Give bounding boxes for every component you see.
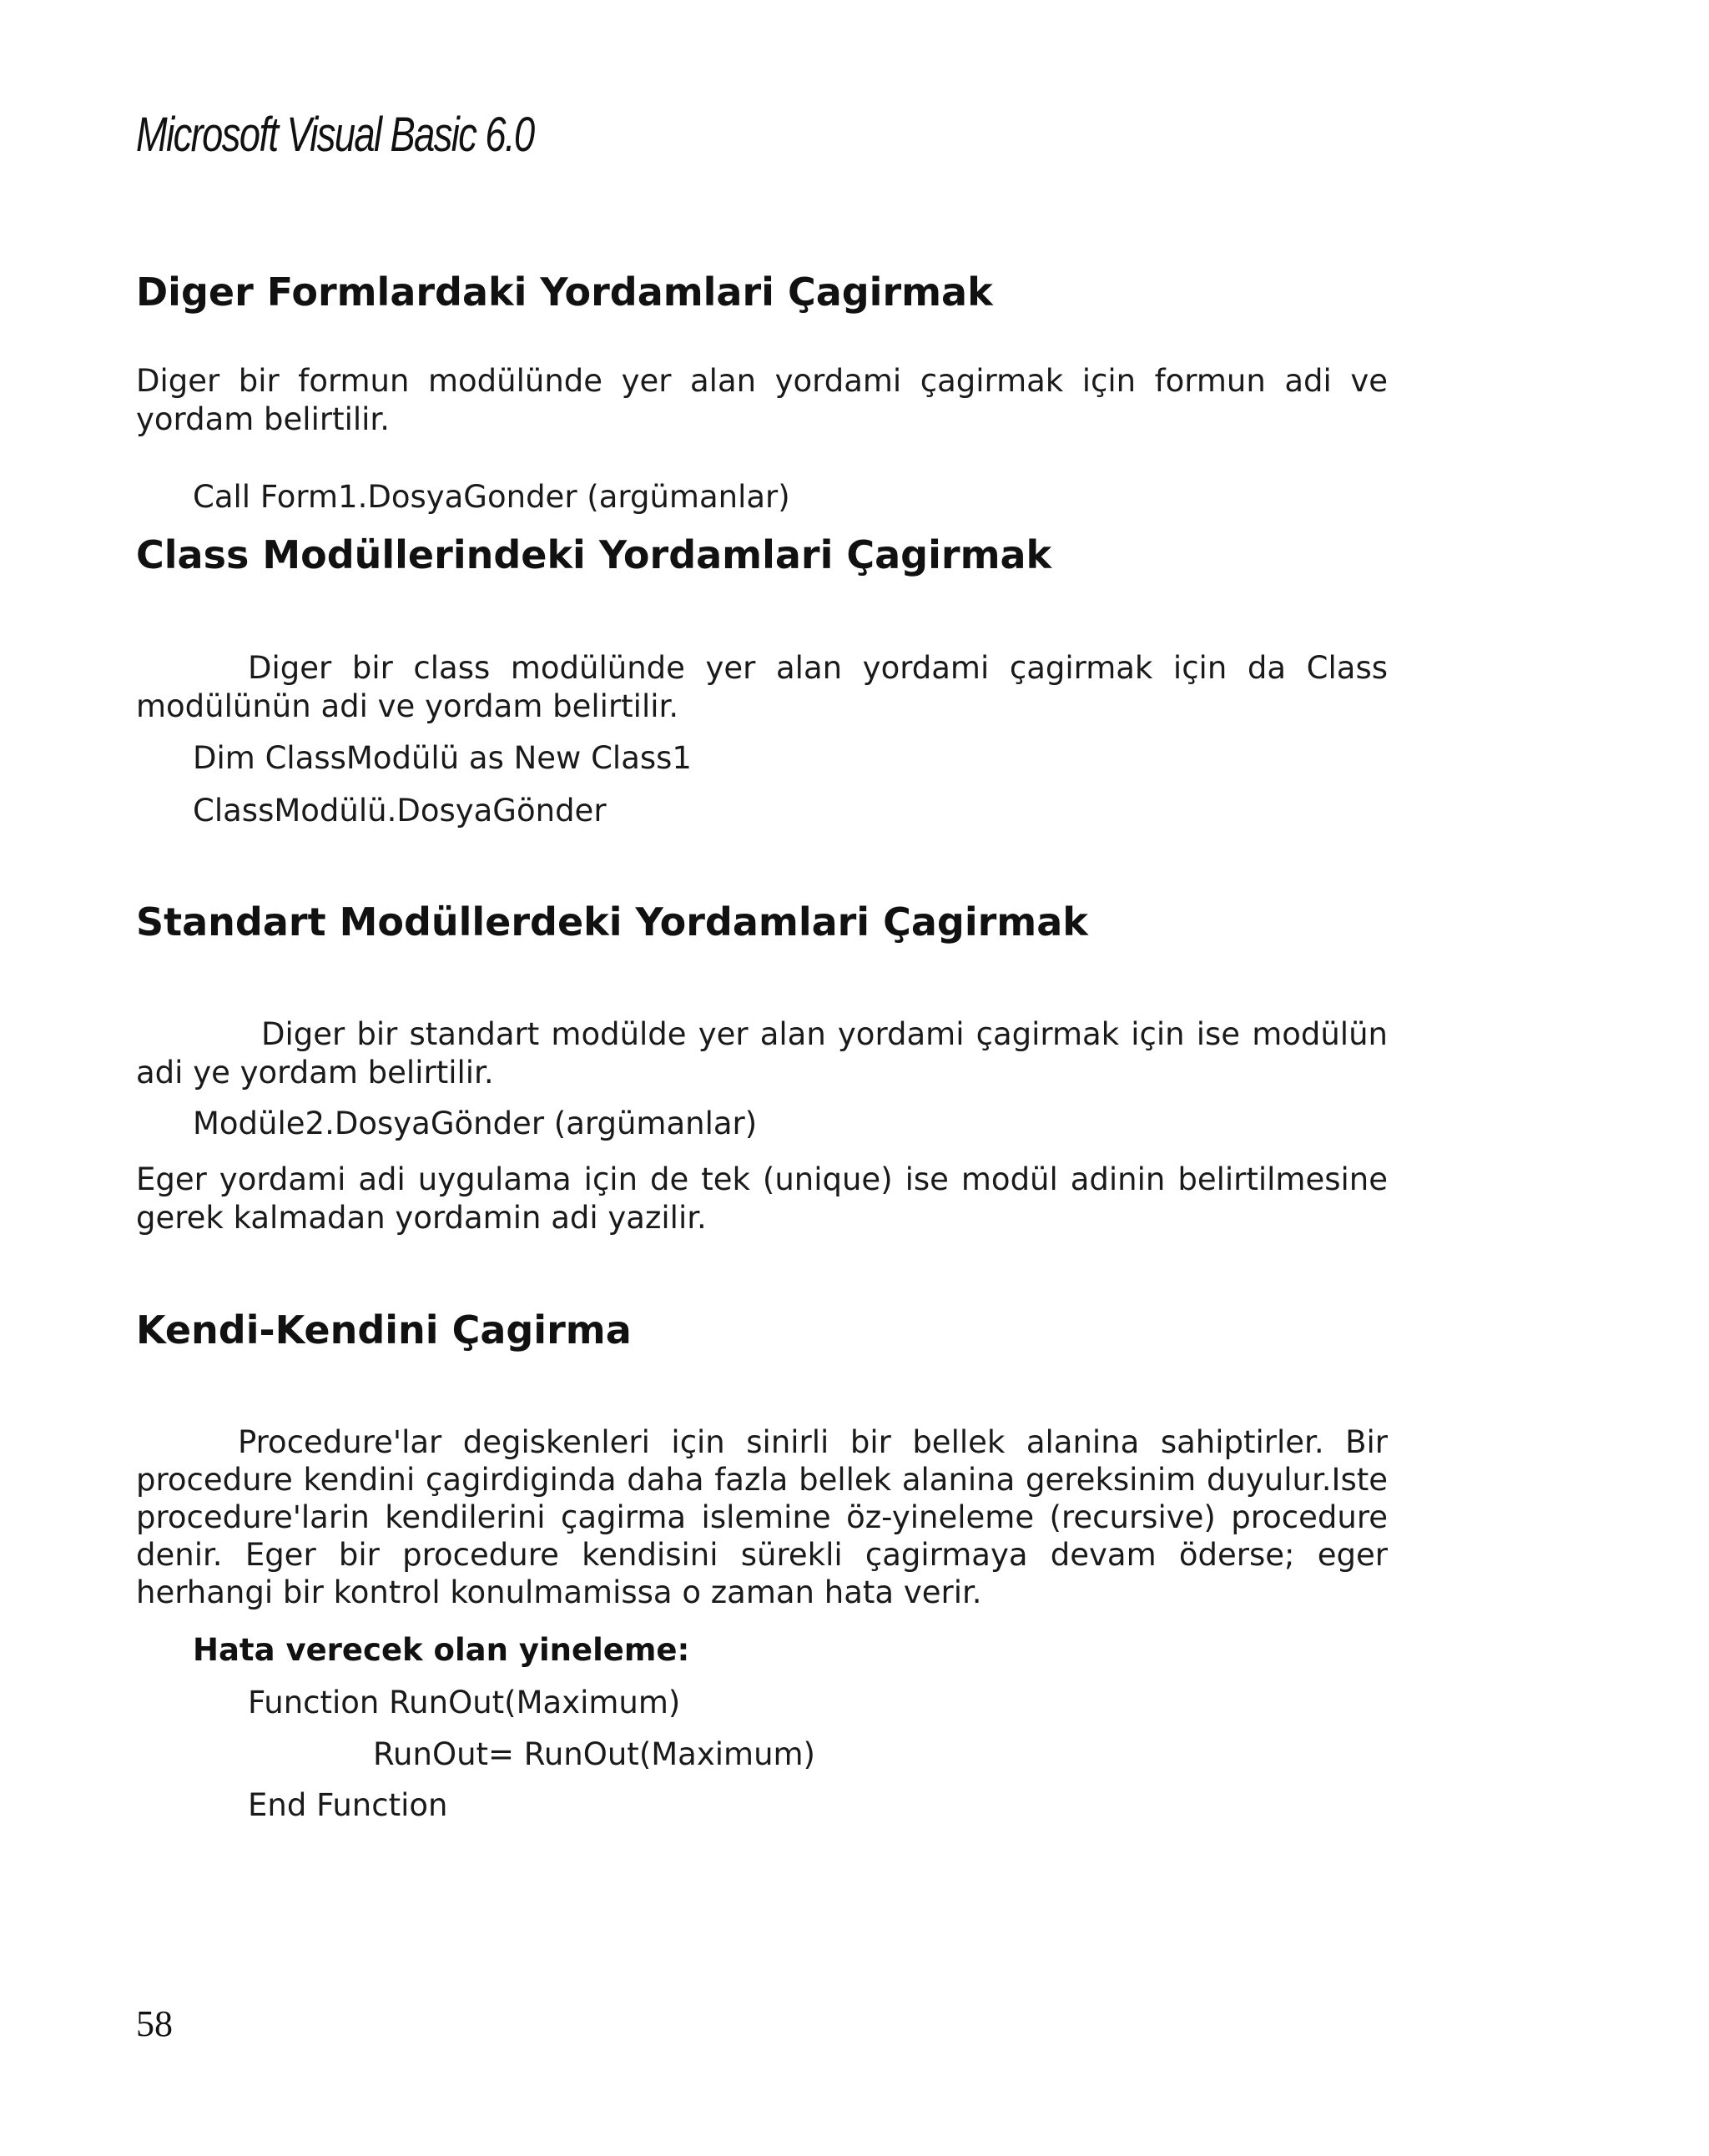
running-header: Microsoft Visual Basic 6.0 bbox=[136, 108, 534, 162]
code-line: Call Form1.DosyaGonder (argümanlar) bbox=[193, 479, 790, 515]
section-heading-class-modullerindeki: Class Modüllerindeki Yordamlari Çagirmak bbox=[136, 532, 1052, 577]
section-paragraph-diger-formlardaki: Diger bir formun modülünde yer alan yordami çagirmak için formun adi ve yordam belirtilir. bbox=[136, 363, 1388, 437]
code-line: RunOut= RunOut(Maximum) bbox=[373, 1736, 815, 1772]
section-paragraph-standart-modullerdeki: Diger bir standart modülde yer alan yordami çagirmak için ise modülün adi ye yordam belirtilir. bbox=[136, 1016, 1388, 1091]
code-line: End Function bbox=[248, 1787, 448, 1823]
section-heading-diger-formlardaki: Diger Formlardaki Yordamlari Çagirmak bbox=[136, 270, 993, 315]
code-line: Modüle2.DosyaGönder (argümanlar) bbox=[193, 1106, 758, 1141]
page-number: 58 bbox=[136, 2003, 173, 2044]
section-heading-kendi-kendini: Kendi-Kendini Çagirma bbox=[136, 1307, 632, 1353]
code-line: ClassModülü.DosyaGönder bbox=[193, 793, 607, 829]
code-line: Function RunOut(Maximum) bbox=[248, 1685, 681, 1720]
section-heading-standart-modullerdeki: Standart Modüllerdeki Yordamlari Çagirmak bbox=[136, 899, 1088, 945]
section-note-standart-modullerdeki: Eger yordami adi uygulama için de tek (unique) ise modül adinin belirtilmesine gerek kalmadan yordamin adi yazilir. bbox=[136, 1161, 1388, 1236]
code-line: Dim ClassModülü as New Class1 bbox=[193, 740, 692, 776]
subheading-hata-verecek: Hata verecek olan yineleme: bbox=[193, 1632, 690, 1668]
section-paragraph-kendi-kendini: Procedure'lar degiskenleri için sinirli bir bellek alanina sahiptirler. Bir procedure kendini çagirdiginda daha fazla bellek alanina gereksinim duyulur.Iste procedure'larin kendilerini çagirma islemine öz-yineleme (recursive) procedure denir. Eger bir procedure kendisini sürekli çagirmaya devam öderse; eger herhangi bir kontrol konulmamissa o zaman hata verir. bbox=[136, 1424, 1388, 1610]
section-paragraph-class-modullerindeki: Diger bir class modülünde yer alan yordami çagirmak için da Class modülünün adi ve yordam belirtilir. bbox=[136, 650, 1388, 724]
